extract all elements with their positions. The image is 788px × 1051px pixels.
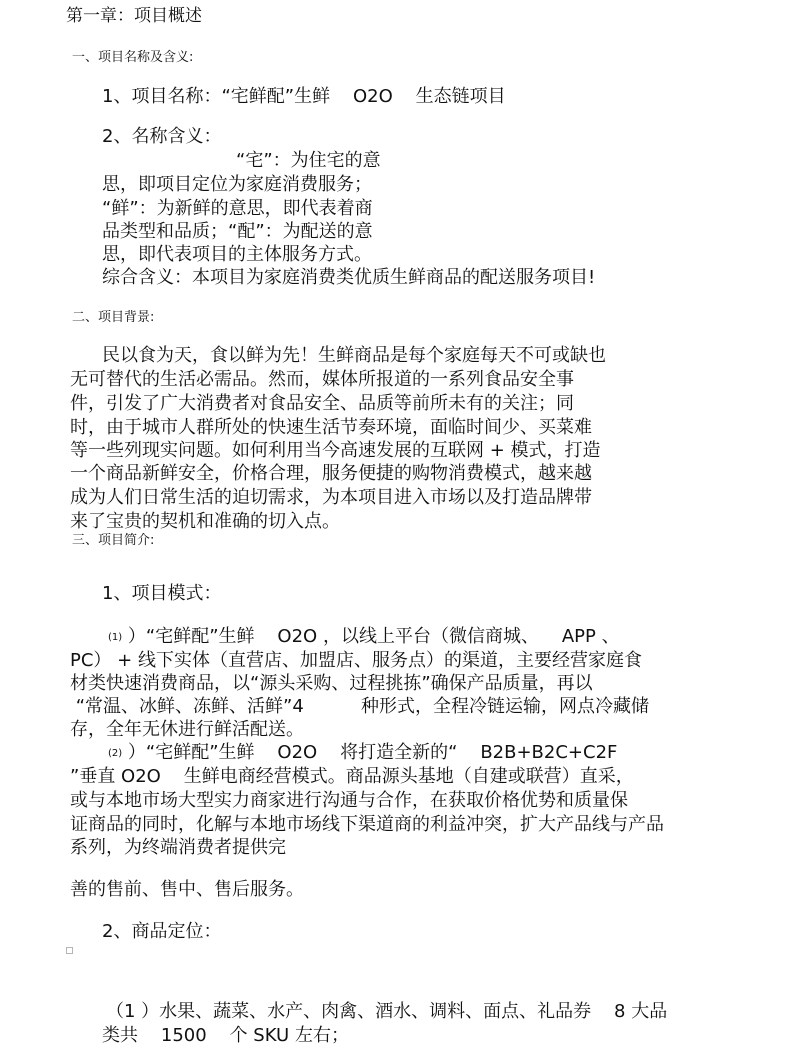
meaning-line: 品类型和品质；“配”：为配送的意 — [102, 221, 373, 242]
mode-paragraph-2-first-line: $^{(2)}$ ）“宅鲜配”生鲜 O2O 将打造全新的“ B2B+B2C+C2F — [108, 742, 618, 763]
mode-line: 证商品的同时，化解与本地市场线下渠道商的利益冲突，扩大产品线与产品 — [70, 814, 664, 835]
section-3-heading: 三、项目简介: — [72, 533, 155, 548]
mode-line: 系列，为终端消费者提供完 — [70, 837, 286, 858]
mode-line: ”垂直 O2O 生鲜电商经营模式。商品源头基地（自建或联营）直采， — [70, 766, 634, 787]
meaning-line: 思，即代表项目的主体服务方式。 — [102, 244, 372, 265]
background-line: 成为人们日常生活的迫切需求，为本项目进入市场以及打造品牌带 — [70, 487, 592, 508]
background-line: 一个商品新鲜安全，价格合理，服务便捷的购物消费模式，越来越 — [70, 463, 592, 484]
background-line: 等一些列现实问题。如何利用当今高速发展的互联网 + 模式，打造 — [70, 440, 601, 461]
product-positioning-heading: 2、商品定位： — [102, 921, 222, 942]
background-line: 件，引发了广大消费者对食品安全、品质等前所未有的关注；同 — [70, 393, 574, 414]
project-mode-heading: 1、项目模式： — [102, 583, 222, 604]
mode-line: 材类快速消费商品，以“源头采购、过程挑拣”确保产品质量，再以 — [70, 673, 593, 694]
mode-line: 或与本地市场大型实力商家进行沟通与合作，在获取价格优势和质量保 — [70, 790, 628, 811]
mode-line: 善的售前、售中、售后服务。 — [70, 879, 304, 900]
background-line: 民以食为天，食以鲜为先！生鲜商品是每个家庭每天不可或缺也 — [102, 345, 606, 366]
positioning-line: 类共 1500 个 SKU 左右； — [102, 1025, 349, 1046]
meaning-line: 思，即项目定位为家庭消费服务； — [102, 174, 372, 195]
section-1-heading: 一、项目名称及含义: — [72, 50, 194, 65]
background-line: 来了宝贵的契机和准确的切入点。 — [70, 511, 340, 532]
paragraph-number: (1) — [108, 632, 123, 643]
paragraph-number: (2) — [108, 748, 123, 759]
meaning-line: “鲜”：为新鲜的意思，即代表着商 — [102, 198, 373, 219]
project-name-item: 1、项目名称：“宅鲜配”生鲜 O2O 生态链项目 — [102, 86, 506, 107]
name-meaning-heading: 2、名称含义： — [102, 126, 222, 147]
checkbox-marker — [66, 947, 73, 954]
background-line: 时，由于城市人群所处的快速生活节奏环境，面临时间少、买菜难 — [70, 417, 592, 438]
section-2-heading: 二、项目背景: — [72, 310, 155, 325]
mode-line: “常温、冰鲜、冻鲜、活鲜”4 种形式，全程冷链运输，网点冷藏储 — [70, 696, 650, 717]
mode-line: 存，全年无休进行鲜活配送。 — [70, 719, 304, 740]
background-line: 无可替代的生活必需品。然而，媒体所报道的一系列食品安全事 — [70, 369, 574, 390]
meaning-line: “宅”：为住宅的意 — [236, 150, 381, 171]
chapter-title: 第一章：项目概述 — [66, 6, 202, 26]
mode-paragraph-1-first-line: $^{(1)}$ ）“宅鲜配”生鲜 O2O ，以线上平台（微信商城、 APP 、 — [108, 626, 620, 647]
meaning-summary: 综合含义：本项目为家庭消费类优质生鲜商品的配送服务项目! — [102, 267, 596, 288]
positioning-line: （1 ）水果、蔬菜、水产、肉禽、酒水、调料、面点、礼品券 8 大品 — [106, 1001, 668, 1022]
mode-line: PC） + 线下实体（直营店、加盟店、服务点）的渠道，主要经营家庭食 — [70, 650, 642, 671]
